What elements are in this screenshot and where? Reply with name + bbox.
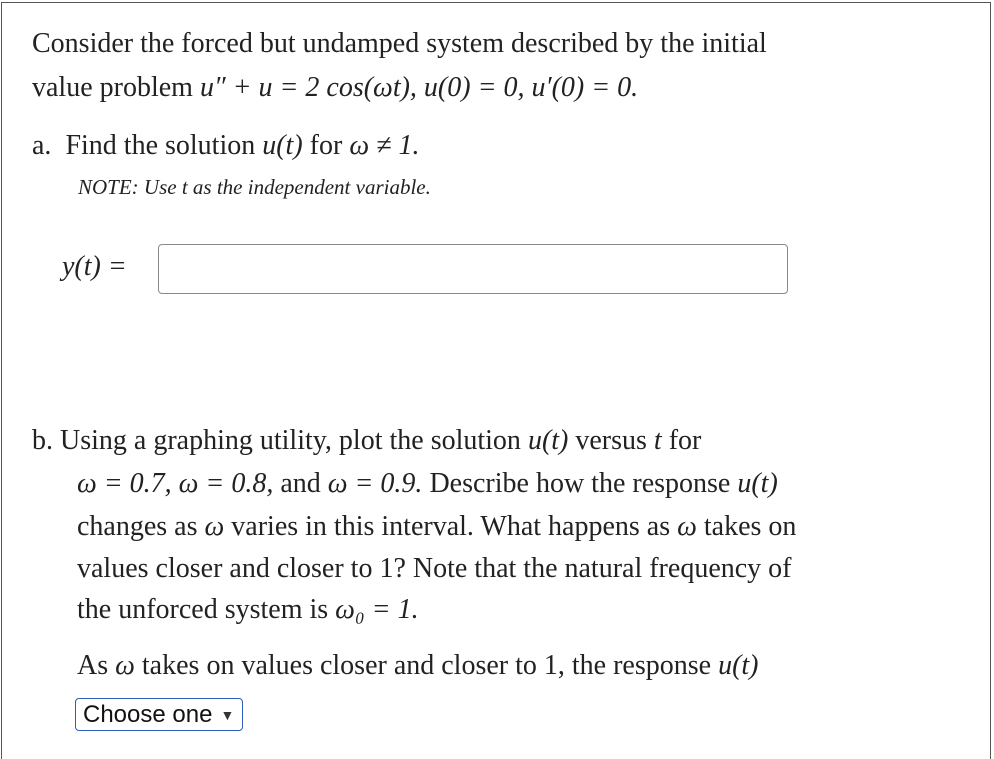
part-b-text-9: the unforced system is bbox=[77, 594, 336, 625]
part-b-text-2: versus bbox=[568, 425, 654, 456]
answer-func: u(t) bbox=[718, 650, 759, 681]
part-b-func-2: u(t) bbox=[737, 468, 778, 499]
part-a-text: Find the solution bbox=[65, 130, 263, 161]
part-a-for: for bbox=[302, 130, 350, 161]
part-b-text-8: values closer and closer to 1? Note that the natural frequency of bbox=[77, 553, 792, 584]
answer-field[interactable] bbox=[158, 244, 788, 294]
answer-omega: ω bbox=[115, 650, 135, 681]
intro-line-1 bbox=[32, 27, 767, 61]
omega-symbol-2: ω bbox=[677, 511, 697, 542]
part-a-marker: a. bbox=[32, 130, 52, 161]
answer-text: As bbox=[77, 650, 116, 681]
part-b-text: b. Using a graphing utility, plot the solution bbox=[32, 425, 528, 456]
intro-text: Consider the forced but undamped system described by the initial bbox=[32, 28, 767, 59]
part-b-line-2 bbox=[77, 467, 778, 501]
part-b-text-3: for bbox=[661, 425, 702, 456]
answer-label: y(t) = bbox=[62, 251, 127, 282]
ivp-equation: u″ + u = 2 cos(ωt), u(0) = 0, u′(0) = 0. bbox=[199, 72, 639, 103]
answer-input[interactable] bbox=[159, 245, 787, 293]
part-b-line-1 bbox=[32, 424, 701, 458]
part-b-line-3 bbox=[77, 510, 796, 544]
omega-symbol: ω bbox=[204, 511, 225, 542]
answer-sentence bbox=[77, 649, 759, 683]
omega-values-a: ω = 0.7, ω = 0.8, bbox=[77, 468, 274, 499]
part-b-text-6: varies in this interval. What happens as bbox=[224, 511, 678, 542]
part-b-line-4 bbox=[77, 552, 792, 586]
part-b-text-5: changes as bbox=[77, 511, 205, 542]
answer-text-2: takes on values closer and closer to 1, the response bbox=[134, 650, 719, 681]
part-b-and: and bbox=[273, 468, 328, 499]
part-a-func: u(t) bbox=[262, 130, 303, 161]
part-b-func: u(t) bbox=[527, 425, 569, 456]
part-a-prompt bbox=[32, 129, 419, 163]
part-b-var: t bbox=[653, 425, 662, 456]
intro-text-2: value problem bbox=[32, 72, 200, 103]
response-dropdown[interactable] bbox=[75, 698, 243, 731]
part-b-text-7: takes on bbox=[696, 511, 797, 542]
natural-frequency-eq: ω₀ = 1. bbox=[335, 594, 419, 625]
chevron-down-icon: ▼ bbox=[220, 706, 235, 723]
intro-line-2 bbox=[32, 71, 638, 105]
part-a-condition: ω ≠ 1. bbox=[349, 130, 420, 161]
dropdown-value: Choose one bbox=[83, 700, 213, 728]
part-b-text-4: Describe how the response bbox=[422, 468, 738, 499]
part-b-line-5 bbox=[77, 593, 419, 627]
omega-values-b: ω = 0.9. bbox=[327, 468, 423, 499]
question-panel bbox=[1, 2, 991, 759]
part-a-note: NOTE: Use t as the independent variable. bbox=[78, 175, 431, 199]
